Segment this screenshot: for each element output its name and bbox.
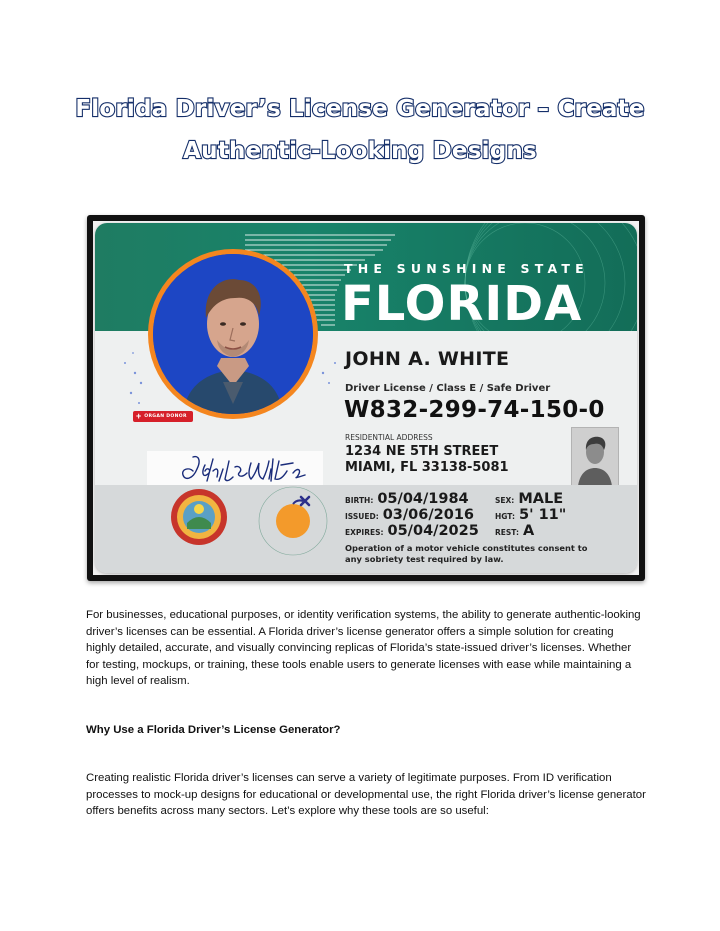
license-image-background xyxy=(93,221,639,575)
restriction-value: A xyxy=(523,523,535,539)
height-row xyxy=(495,507,566,523)
section-heading: Why Use a Florida Driver’s License Generator? xyxy=(86,724,341,736)
license-card xyxy=(95,223,637,573)
issued-value: 03/06/2016 xyxy=(382,507,475,523)
state-seal-icon xyxy=(171,489,227,545)
address-line-2: MIAMI, FL 33138-5081 xyxy=(345,460,509,475)
expires-label: EXPIRES: xyxy=(345,528,384,537)
expires-row xyxy=(345,523,479,539)
state-name: FLORIDA xyxy=(341,276,583,332)
intro-paragraph: For businesses, educational purposes, or identity verification systems, the ability to generate authentic-looking driver’s licenses can be essential. A Florida driver’s license generator offers a simple solution for creating highly detailed, accurate, and visually convincing replicas of Florida’s state-issued driver’s licenses. Whether for testing, mockups, or training, these tools enable users to generate licenses with ease while maintaining a high level of realism. xyxy=(86,609,641,687)
address-line-1: 1234 NE 5TH STREET xyxy=(345,444,499,459)
birth-value: 05/04/1984 xyxy=(377,491,469,507)
restriction-label: REST: xyxy=(495,528,520,537)
license-class: Driver License / Class E / Safe Driver xyxy=(345,383,551,394)
sex-row xyxy=(495,491,563,507)
consent-disclaimer: Operation of a motor vehicle constitutes consent to any sobriety test required by law. xyxy=(345,543,588,564)
organ-donor-label: ORGAN DONOR xyxy=(144,414,187,419)
sex-value: MALE xyxy=(518,491,564,507)
height-label: HGT: xyxy=(495,512,516,521)
restriction-row xyxy=(495,523,534,539)
address-label: RESIDENTIAL ADDRESS xyxy=(345,433,433,442)
issued-row xyxy=(345,507,474,523)
body-paragraph: Creating realistic Florida driver’s licenses can serve a variety of legitimate purposes. From ID verification processes to mock-up designs for educational or developmental use, the right Florida driver’s license generator offers benefits across many sectors. Let’s explore why these tools are so useful: xyxy=(86,772,646,817)
birth-label: BIRTH: xyxy=(345,496,374,505)
page-title xyxy=(40,88,680,172)
license-number: W832-299-74-150-0 xyxy=(344,397,605,423)
plus-icon: + xyxy=(136,411,142,421)
title-line-2: Authentic-Looking Designs xyxy=(183,138,537,164)
license-image-frame xyxy=(87,215,645,581)
sex-label: SEX: xyxy=(495,496,515,505)
height-value: 5' 11" xyxy=(519,507,567,523)
holder-name: JOHN A. WHITE xyxy=(345,348,510,370)
issued-label: ISSUED: xyxy=(345,512,379,521)
orange-logo-icon xyxy=(259,487,327,555)
birth-row xyxy=(345,491,469,507)
expires-value: 05/04/2025 xyxy=(387,523,479,539)
tagline: THE SUNSHINE STATE xyxy=(344,261,589,276)
title-line-1: Florida Driver’s License Generator – Create xyxy=(75,96,645,122)
